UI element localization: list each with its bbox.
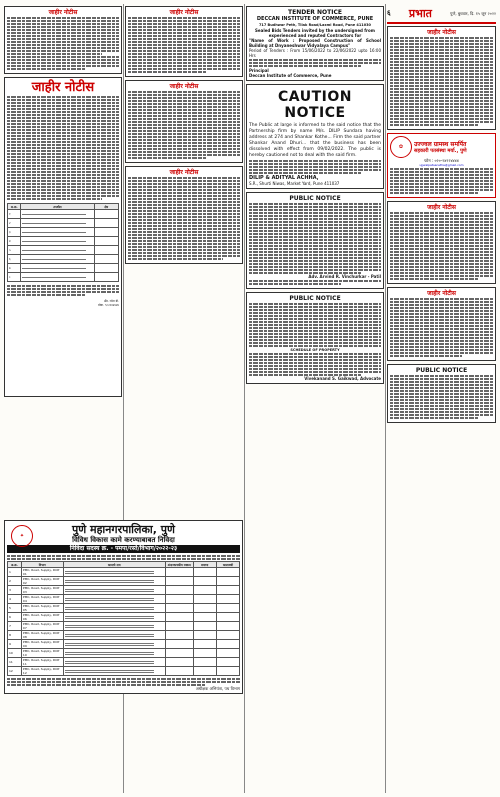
public-notice-title: PUBLIC NOTICE — [289, 194, 341, 202]
society-org: सहकारी पतसंस्था मर्या., पुणे — [414, 147, 467, 154]
pmc-subtitle: विविध विकास कामे करण्याबाबत निविदा — [72, 536, 175, 544]
notice-box-1 — [4, 6, 122, 74]
pmc-tender-table: अ.क्र. विभाग कामाचे नाव अंदाजपत्रकीय रक्कम बयाणा कालावधी 1 PMC, Road, Supply, DOP 01 2 PMC, Road, Supply, DOP 02 3 PMC, Road, Supply, DOP 03 4 PMC, Road, Supply, DOP 04 5 PMC, Road, Supply, DOP 05 6 PMC, Road, Supply, DOP 06 7 PMC, Road, Supply, DOP 07 8 PMC, Road, Supply, DOP 08 9 PMC, Road, Supply, DOP 09 10 PMC, Road, Supply, DOP 10 11 PMC, Road, Supply, DOP 11 12 PMC, Road, Supply, DOP 12 — [7, 561, 240, 676]
society-phone: फोन : ०२०-२४२२४४४४ — [424, 158, 459, 163]
notice-box-2 — [4, 77, 122, 397]
schedule-table: अ.क्र. तपशील क्षेत्र १ २ ३ ४ ५ ६ ७ ८ — [7, 203, 119, 282]
public-notice-sign: Adv. Arvind R. Vinchurkar - Patil — [308, 273, 381, 279]
schedule-title: SCHEDULE OF PROPERTY — [290, 347, 340, 352]
masthead-date: पुणे, बुधवार, दि. १५ जून २०२२ — [450, 10, 496, 16]
notice-title: जाहीर नोटीस — [169, 83, 199, 90]
tender-notice — [246, 6, 384, 81]
notice-box-5 — [125, 166, 243, 264]
notice-title: जाहीर नोटीस — [427, 204, 456, 211]
notice-box-6 — [387, 26, 496, 130]
pmc-band: निविदा सदस्य क्र. - पमपा/रस्ते/विभाग/२०२२-२३ — [7, 545, 240, 553]
page-number: ६ — [387, 9, 391, 17]
notice-title: जाहीर नोटीस — [427, 29, 456, 36]
column-3 — [246, 6, 384, 387]
notice-box-3 — [125, 6, 243, 77]
tender-title: TENDER NOTICE — [288, 9, 342, 16]
tender-org: DECCAN INSTITUTE OF COMMERCE, PUNE — [256, 16, 374, 22]
table-row: 8 PMC, Road, Supply, DOP 08 — [8, 631, 240, 640]
pmc-sign: अधीक्षक अभियंता, पथ विभाग — [195, 686, 240, 691]
column-4 — [387, 6, 496, 426]
table-row: 1 PMC, Road, Supply, DOP 01 — [8, 568, 240, 577]
caution-body: The Public at large is informed to the said notice that the Partnership firm by name M/s. DILIP Sundara having address at 274 and Shankar Kothe... Firm the said partner Shankar Anand Dhuri... that the business has been dissolved with effect from 09/02/2022. The public is hereby cautioned not to deal with the said firm. — [249, 122, 381, 158]
pmc-title: पुणे महानगरपालिका, पुणे — [71, 523, 175, 536]
tender-period: Period of Tenders : From 15/06/2022 to 22/06/2022 upto 16:00 Hrs — [249, 47, 381, 58]
table-row: 9 PMC, Road, Supply, DOP 09 — [8, 640, 240, 649]
table-row: 3 PMC, Road, Supply, DOP 03 — [8, 586, 240, 595]
table-row: 6 PMC, Road, Supply, DOP 06 — [8, 613, 240, 622]
caution-address: S.R., Shurti Niwas, Market Yard, Pune 411037 — [249, 180, 340, 186]
society-logo-icon: ✿ — [390, 136, 412, 158]
column-2 — [125, 6, 243, 267]
public-notice-1 — [246, 192, 384, 289]
masthead — [387, 6, 496, 24]
caution-title: CAUTION NOTICE — [278, 88, 352, 121]
notice-title: जाहीर नोटीस — [169, 9, 199, 16]
tender-work: "Name of Work : Proposed Construction of School Building at Dnyaneshwar Vidyalaya Campus" — [249, 37, 381, 48]
caution-notice — [246, 84, 384, 189]
table-row: 11 PMC, Road, Supply, DOP 11 — [8, 658, 240, 667]
table-row: 4 PMC, Road, Supply, DOP 04 — [8, 595, 240, 604]
public-notice-sign-2: Vivekanand S. Gaikwad, Advocate — [304, 376, 381, 381]
credit-society-ad — [387, 133, 496, 198]
notice-signature: ॲड. रमेश डी. मोबा. ९८२२४४४४४ — [97, 299, 119, 307]
pmc-emblem-icon: ✦ — [11, 525, 33, 547]
column-1 — [4, 6, 122, 400]
table-row: 5 PMC, Road, Supply, DOP 05 — [8, 604, 240, 613]
newspaper-logo: प्रभात — [408, 7, 432, 20]
notice-title: जाहीर नोटीस — [169, 169, 199, 176]
notice-title: जाहीर नोटीस — [427, 290, 456, 297]
tender-body: Sealed Bids Tenders invited by the undersigned from experienced and reputed Contractors for — [255, 27, 375, 38]
tender-sign: Principal Deccan Institute of Commerce, Pune — [249, 67, 332, 78]
big-notice-title: जाहीर नोटीस — [31, 80, 95, 95]
pmc-tender-notice — [4, 520, 243, 694]
public-notice-title: PUBLIC NOTICE — [289, 294, 341, 302]
notice-box-8 — [387, 287, 496, 361]
notice-box-7 — [387, 201, 496, 284]
society-name: उज्ज्वल ग्रामस्थ समर्पित — [414, 140, 467, 148]
tender-address: 717 Budhwar Peth, Tilak Road/Laxmi Road, Pune 411030 — [259, 23, 371, 27]
table-row: 12 PMC, Road, Supply, DOP 12 — [8, 667, 240, 676]
table-row: 2 PMC, Road, Supply, DOP 02 — [8, 577, 240, 586]
public-notice-3 — [387, 364, 496, 423]
public-notice-2 — [246, 292, 384, 385]
table-row: 10 PMC, Road, Supply, DOP 10 — [8, 649, 240, 658]
notice-box-4 — [125, 80, 243, 163]
table-row: 7 PMC, Road, Supply, DOP 07 — [8, 622, 240, 631]
society-email: ujjwalpatsanstha@gmail.com — [419, 163, 464, 167]
public-notice-title: PUBLIC NOTICE — [415, 367, 468, 374]
caution-sign: DILIP & ADITYAL ACHHA, — [249, 174, 319, 181]
notice-title: जाहीर नोटीस — [48, 9, 78, 16]
